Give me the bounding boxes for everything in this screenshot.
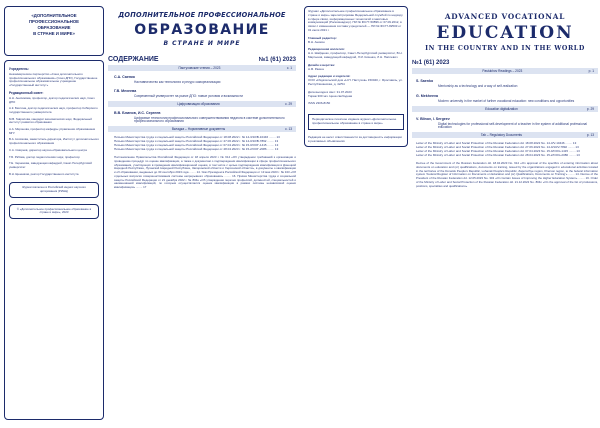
journal-title-line: «ДОПОЛНИТЕЛЬНОЕ bbox=[31, 13, 77, 18]
toc-entry: Letter of the Ministry of Labor and Social Protection of the Russian Federation dd. 28.04.2023 No. 15-2/OOG-2086 ........ 13 bbox=[416, 152, 580, 157]
address-label: Адрес редакции и издателя: bbox=[308, 74, 351, 79]
copyright-text: © «Дополнительное профессиональное образование в стране и мире», 2023 bbox=[16, 206, 92, 215]
section-band bbox=[108, 65, 296, 71]
article-author: С.А. Саенко bbox=[114, 75, 135, 79]
issn: ISSN 2306-8150 bbox=[308, 101, 331, 106]
section-page: p. 13 bbox=[586, 133, 594, 138]
page-imprint bbox=[304, 6, 408, 422]
toc-entry: Letter of the Ministry of Labor and Social Protection of the Russian Federation dd. 07.04.2023 No. 15-0/OOG-1415 ........ 13 bbox=[416, 148, 580, 153]
article-title: Digital technologies for professional self-development of a teacher in the system of additional professional education bbox=[438, 121, 588, 130]
board-member: Н.Н. Анисимова, профессор, доктор педагогических наук, Союз ДПО bbox=[9, 95, 95, 104]
board-member: М.В. Гаврилова, кандидат экономических наук, Федеральный институт развития образования bbox=[9, 116, 92, 125]
section-page: с. 29 bbox=[285, 101, 292, 106]
section-page: p. 29 bbox=[586, 106, 594, 111]
toc-body-text: Decree of the Government of the Russian Federation dd. 18.04.2023 No. 614 «On approval of the specifics of entering information about documents on education and (or) qualifications, documents on training, issued by the organizations engaged in educational activities located in the territories of the Donetsk People's Republic, Luhansk People's Republic, Zaporozhye region, Kherson region, to the federal information system 'Federal Register of Information on Documents on Education and (or) Qualifications, Documents on Training'» ........ 14. Decree of the President of the Russian Federation dd. 12.05.2023 No. 343 «On Certain Issues of Improving the Higher Education System» ........ 16. Order of the Ministry of Labor and Social Protection of the Russian Federation dd. 21.12.2022 No. 804n «On the approval of the list of professions, positions, specialties and qualifications» bbox=[416, 161, 598, 188]
board-member: С.А. Смирнов, директор научно-образовательного центра bbox=[9, 147, 87, 152]
article-title: Mentorship as a technology and a way of self-realization bbox=[438, 84, 518, 88]
journal-title-bottom: IN THE COUNTRY AND IN THE WORLD bbox=[425, 45, 585, 52]
copies: Тираж 300 экз. Цена свободная bbox=[308, 93, 353, 98]
toc-entry: Письмо Министерства труда и социальной защиты Российской Федерации от 07.04.2023 г. № 15-0/ООГ-1415 ........ 13 bbox=[114, 142, 279, 147]
journal-title-box bbox=[4, 6, 104, 56]
founders-box bbox=[4, 60, 104, 420]
certificate-text: Периодическое печатное издание журнал «Дополнительное профессиональное образование в стране и мире» bbox=[312, 117, 397, 125]
board-member: В.А. Носикова, заместитель директора, Институт дополнительного профессионального образования bbox=[9, 137, 99, 146]
article-title: Цифровые технологии профессионального совершенствования педагога в системе дополнительного профессионального образования bbox=[134, 115, 285, 124]
article-entry bbox=[114, 75, 296, 79]
founders-heading: Учредитель: bbox=[9, 67, 29, 71]
journal-title-top: ADVANCED VOCATIONAL bbox=[444, 12, 566, 21]
imprint-box bbox=[304, 6, 408, 147]
journal-title-line: ПРОФЕССИОНАЛЬНОЕ bbox=[28, 19, 80, 24]
toc-entry: Letter of the Ministry of Labor and Social Protection of the Russian Federation dd. 27.06.2022 No. 14-0/10/V-7892 ........ 13 bbox=[416, 144, 579, 149]
journal-title-bottom: В СТРАНЕ И МИРЕ bbox=[163, 40, 241, 47]
board-heading: Редакционный совет: bbox=[9, 90, 44, 95]
section-title: Пастуховские чтения – 2023 bbox=[178, 66, 221, 70]
article-title: Современный университет на рынке ДПО: новые условия и возможности bbox=[134, 93, 243, 98]
page-contents-ru bbox=[108, 6, 296, 422]
toc-list bbox=[114, 136, 296, 151]
contents-label: СОДЕРЖАНИЕ bbox=[108, 56, 159, 63]
section-title: Education digitalization bbox=[485, 106, 518, 111]
certificate-box bbox=[308, 114, 404, 130]
print-date: Дата выхода в свет: 31.07.2023 bbox=[308, 89, 352, 94]
article-author: G. Mekheeva bbox=[416, 93, 438, 98]
board-member: А.К. Бахтина, доктор педагогических наук, профессор Сибирского государственного университета bbox=[9, 106, 98, 114]
board-label: Редакционная коллегия: bbox=[308, 47, 345, 52]
section-page: с. 1 bbox=[286, 66, 292, 70]
section-page: p. 1 bbox=[588, 69, 594, 73]
page-inner-cover bbox=[4, 6, 104, 422]
article-author: V. Blinov, I. Sergeev bbox=[416, 116, 450, 121]
section-title: Цифровизация образования bbox=[177, 101, 220, 106]
founders-text: Некоммерческое партнерство «Союз дополнительного профессионального образования» (Союз ДПО), Государственное профессиональное образовательное учреждение «Государственный институт» bbox=[9, 72, 98, 88]
section-band bbox=[412, 132, 598, 138]
rinc-note: Журнал включен в Российский индекс научного цитирования (РИНЦ) bbox=[21, 185, 87, 194]
section-page: с. 13 bbox=[285, 127, 292, 132]
toc-body-text: Постановление Правительства Российской Федерации от 18 апреля 2023 г. № 614 «Об утверждении требований к организации и проведению процедур по оценке квалификации, а также к документам о подтверждении квалификации в сфере профессионального образования, участвующих в проведении квалификационной оценки, в том числе с целью подтверждения квалификации в Донецкой Народной Республике, Луганской Народной Республике, Запорожской области и Херсонской области», в документы о квалификации и об образовании, выданных до 30 сентября 2023 года ........ 14. Указ Президента Российской Федерации от 13 мая 2023 г. № 343 «Об отдельных вопросах совершенствования системы непрерывного образования» ........ 16. Приказ Министерства труда и социальной защиты Российской Федерации от 21 декабря 2022 г. № 804н «Об утверждении перечня профессий, должностей, специальностей и наименований квалификаций, по которым осуществляется оценка квалификации в рамках системы независимой оценки квалификации» ........ 17 bbox=[114, 155, 296, 189]
journal-title-line: ОБРАЗОВАНИЕ bbox=[37, 25, 71, 30]
toc-entry: Письмо Министерства труда и социальной защиты Российской Федерации от 18.08.2022 г. № 14-3/10/В-10446 ........ 13 bbox=[114, 135, 280, 140]
journal-title-top: ДОПОЛНИТЕЛЬНОЕ ПРОФЕССИОНАЛЬНОЕ bbox=[118, 11, 286, 19]
toc-list bbox=[416, 142, 598, 157]
journal-title-line: В СТРАНЕ И МИРЕ» bbox=[33, 31, 75, 36]
responsibility-note: Редакция не несет ответственности за достоверность информации в рекламных объявлениях bbox=[308, 134, 402, 143]
section-band bbox=[108, 101, 296, 107]
page-contents-en bbox=[412, 6, 598, 422]
journal-title-main: ОБРАЗОВАНИЕ bbox=[134, 22, 270, 38]
rinc-note-box bbox=[9, 182, 99, 197]
article-title: Наставничество как технология и ресурс самореализации bbox=[134, 80, 221, 84]
copyright-box bbox=[9, 204, 99, 219]
section-band bbox=[108, 126, 296, 132]
section-band bbox=[412, 68, 598, 74]
article-entry bbox=[114, 89, 296, 93]
contents-header bbox=[108, 56, 296, 63]
section-title: Tab – Regulatory Documents bbox=[480, 133, 522, 138]
article-title: Modern university in the market of further vocational education: new conditions and opportunities bbox=[438, 98, 575, 103]
toc-entry: Letter of the Ministry of Labor and Social Protection of the Russian Federation dd. 18.08.2022 No. 14-3/V-10446 ........ 13 bbox=[416, 141, 577, 146]
address-text: ООО «Издательский дом «Н.П. Пастухов» 150040, г. Ярославль, ул. Республиканская, д. 42/54 bbox=[308, 78, 403, 86]
editor-name: В.Н. Аникин bbox=[308, 39, 325, 44]
article-author: В.В. Блинов, И.С. Сергеев bbox=[114, 110, 161, 115]
board-names: Н.А. Шайденко, профессор, Санкт-Петербургский университет, В.Н. Мартынов, заведующий кафедрой, Л.И. Кизенко, Л.Н. Паплевич bbox=[308, 51, 403, 59]
article-entry bbox=[114, 111, 296, 115]
article-author: Г.В. Мехеева bbox=[114, 88, 137, 93]
article-author: S. Saenko bbox=[416, 79, 434, 83]
board-member: Т.Б. Рябова, доктор педагогических наук, профессор bbox=[9, 154, 80, 159]
board-member: Т.Е. Чернокова, заведующая кафедрой, Санкт-Петербургский университет bbox=[9, 161, 92, 169]
designer-name: А.Ф. Ракша bbox=[308, 66, 324, 71]
toc-entry: Письмо Министерства труда и социальной защиты Российской Федерации от 27.06.2022 г. № 14-0/10/В-7892 ........ 13 bbox=[114, 138, 279, 143]
editor-label: Главный редактор: bbox=[308, 35, 337, 40]
designer-label: Дизайн и верстка: bbox=[308, 62, 335, 67]
board-member: В.Н. Щенников, ректор Государственного института bbox=[9, 171, 79, 176]
issue-number: №1 (61) 2023 bbox=[412, 60, 450, 66]
issue-number: №1 (61) 2023 bbox=[258, 57, 296, 63]
board-member: А.А. Миронова, профессор кафедры управления образованием МГУ bbox=[9, 127, 95, 135]
journal-registration: Журнал «Дополнительное профессиональное образование в стране и мире» зарегистрирован Федеральной службой по надзору в сфере связи, информационных технологий и массовых коммуникаций (Роскомнадзор). ПИ № ФС77-50896 от 07.09.2012, в связи с изменением состава учредителей — ПИ № ФС77-82503 от 01 июля 2021 г. bbox=[308, 9, 403, 32]
section-band bbox=[412, 106, 598, 112]
section-title: Pastukhov Readings – 2023 bbox=[482, 69, 523, 73]
section-title: Вкладка – Нормативные документы bbox=[171, 127, 226, 132]
journal-title-main: EDUCATION bbox=[436, 23, 574, 43]
toc-entry: Письмо Министерства труда и социальной защиты Российской Федерации от 28.04.2023 г. № 15-2/ООГ-2086 ........ 13 bbox=[114, 146, 279, 151]
